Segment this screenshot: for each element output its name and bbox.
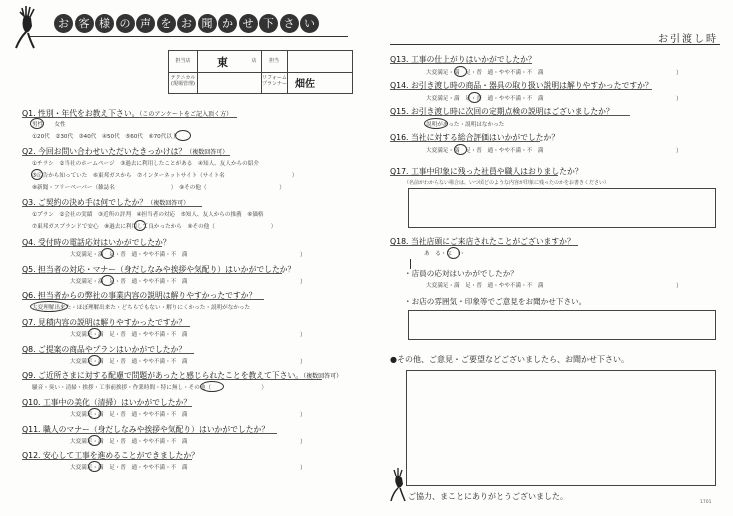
right-title: お引渡し時 — [658, 34, 718, 45]
q2-line1: ①チラシ ②当社のホームページ ③過去に利用したことがある ④知人、友人からの紹介 — [32, 161, 259, 167]
q8-scale: 大変満足・満 足・普 通・やや不満・不 満 — [70, 359, 188, 365]
q17-title: Q17. 工事中印象に残った社員や職人はおりましたか？ — [390, 167, 583, 176]
q7-scale: 大変満足・満 足・普 通・やや不満・不 満 — [70, 332, 188, 338]
q18-title: Q18. 当社店頭にご来店されたことがございますか？ — [390, 237, 575, 246]
q14-scale: 大変満足・満 足・普 通・やや不満・不 満 — [426, 96, 544, 102]
tanto-label: 担当 — [268, 58, 279, 64]
q14-title: Q14. お引き渡し時の商品・器具の取り扱い説明は解りやすかったですか？ — [390, 81, 653, 90]
q2-title: Q2. 今回お問い合わせいただいたきっかけは？（複数回答可） — [22, 147, 229, 156]
paren-end: ） — [300, 439, 307, 446]
paren-end: ） — [300, 465, 307, 472]
answer-circle — [468, 92, 481, 103]
answer-circle — [31, 169, 43, 180]
title-char: の — [116, 14, 135, 33]
paren-end: ） — [300, 252, 307, 259]
q12-scale: 大変満足・満 足・普 通・やや不満・不 満 — [70, 465, 188, 471]
form-code: 1701 — [700, 500, 712, 505]
title-underline — [30, 36, 348, 37]
q6-options: 大変理解出来た・ほぼ理解出来た・どちらでもない・解りにくかった・説明がなかった — [32, 305, 251, 311]
answer-circle — [447, 247, 460, 259]
q7-underline — [22, 326, 190, 327]
answer-circle — [30, 301, 68, 312]
thanks-message: ご協力、まことにありがとうございました。 — [408, 492, 568, 501]
other-comments-title: ●その他、ご意見・ご要望などございましたら、お聞かせ下さい。 — [390, 355, 629, 364]
q3-line1: ①プラン ②会社の実績 ③近所の評判 ④担当者の対応 ⑤知人、友人からの推薦 ⑥価格 — [32, 212, 264, 218]
q13-title: Q13. 工事の仕上がりはいかがでしたか？ — [390, 55, 536, 64]
answer-circle — [200, 381, 224, 392]
other-comments-box — [406, 370, 716, 486]
q13-underline — [390, 63, 532, 64]
q2-underline — [22, 155, 230, 156]
q4-title: Q4. 受付時の電話応対はいかがでしたか？ — [22, 238, 171, 247]
answer-circle — [88, 328, 101, 339]
paren-end: ） — [676, 70, 683, 77]
answer-circle — [88, 355, 101, 366]
q17-note: （名前がわからない場合は、いつ頃どのような内容が印象に残ったのかをお書きください） — [404, 180, 610, 186]
title-char: せ — [239, 14, 258, 33]
q5-scale: 大変満足・満 足・普 通・やや不満・不 満 — [70, 279, 188, 285]
reform-label: リフォーム プランナー — [262, 75, 288, 87]
q7-title: Q7. 見積内容の説明は解りやすかったですか？ — [22, 318, 187, 327]
q11-scale: 大変満足・満 足・普 通・やや不満・不 満 — [70, 439, 188, 445]
paren-end: ） — [676, 148, 683, 155]
q9-underline — [22, 379, 322, 380]
staff-table — [168, 50, 353, 94]
q15-title: Q15. お引き渡し時に次回の定期点検の説明はございましたか？ — [390, 107, 614, 116]
q9-title: Q9. ご近所さまに対する配慮で問題があったと感じられたことを教えて下さい。（複数回答可） — [22, 371, 343, 380]
q18-underline — [390, 245, 578, 246]
q16-scale: 大変満足・満 足・普 通・やや不満・不 満 — [426, 148, 544, 154]
answer-circle — [30, 118, 44, 129]
q18-options: あ る・な い — [424, 251, 464, 257]
paren-end: ） — [676, 283, 683, 290]
answer-circle — [424, 118, 448, 129]
title-char: さ — [280, 14, 299, 33]
q3-underline — [22, 206, 202, 207]
q10-scale: 大変満足・満 足・普 通・やや不満・不 満 — [70, 412, 188, 418]
answer-circle — [88, 435, 101, 446]
title-char: い — [300, 14, 319, 33]
title-char: 下 — [259, 14, 278, 33]
deer-logo-icon — [4, 2, 52, 50]
paren-end: ） — [300, 359, 307, 366]
answer-circle — [454, 144, 467, 155]
q12-title: Q12. 安心して工事を進めることができましたか？ — [22, 451, 199, 460]
q4-scale: 大変満足・満 足・普 通・やや不満・不 満 — [70, 252, 188, 258]
answer-circle — [175, 130, 191, 141]
q8-underline — [22, 353, 194, 354]
q1-gender: 男性 女性 — [32, 122, 66, 128]
q8-title: Q8. ご提案の商品やプランはいかがでしたか？ — [22, 345, 187, 354]
q1-underline — [22, 117, 237, 118]
answer-circle — [454, 66, 467, 77]
q3-line2: ⑦東邦ガスブランドで安心 ⑧過去に利用して良かったから ⑨その他（ ） — [32, 224, 277, 230]
answer-circle — [101, 275, 114, 286]
title-char: 様 — [95, 14, 114, 33]
technical-label: テクニカル (現場管理) — [170, 75, 196, 87]
q16-underline — [390, 141, 540, 142]
shop-service-question: ・店員の応対はいかがでしたか？ — [404, 269, 518, 278]
q4-underline — [22, 246, 162, 247]
shop-service-scale: 大変満足・満 足・普 通・やや不満・不 満 — [426, 283, 544, 289]
q15-underline — [390, 115, 630, 116]
paren-end: ） — [300, 412, 307, 419]
q10-underline — [22, 406, 192, 407]
q16-title: Q16. 当社に対する総合評価はいかがでしたか？ — [390, 133, 560, 142]
q11-underline — [22, 433, 277, 434]
q11-title: Q11. 職人のマナー（身だしなみや挨拶や気配り）はいかがでしたか？ — [22, 425, 270, 434]
tanto-store-label: 担当店 — [175, 58, 191, 64]
q1-title: Q1. 性別・年代をお教え下さい。（このアンケートをご記入頂く方） — [22, 109, 233, 118]
store-suffix: 店 — [251, 58, 257, 64]
paren-end: ） — [300, 279, 307, 286]
title-banner — [54, 14, 319, 34]
q1-ages: ①20代 ②30代 ③40代 ④50代 ⑤60代 ⑥70代以上 — [32, 134, 178, 140]
q9-options: 騒音・臭い・清掃・挨拶・工事前挨拶・作業時間・特に無し・その他（ ） — [32, 385, 267, 391]
q5-title: Q5. 担当者の対応・マナー（身だしなみや挨拶や気配り）はいかがでしたか？ — [22, 265, 296, 274]
shop-atmosphere-question: ・お店の雰囲気・印象等でご意見をお聞かせ下さい。 — [404, 297, 587, 306]
q15-options: 説明があった・説明はなかった — [426, 122, 505, 128]
q14-underline — [390, 89, 652, 90]
right-title-line — [390, 44, 720, 45]
answer-circle — [134, 220, 146, 231]
q2-line2: ⑤広告から知っていた ⑥東邦ガスから ⑦インターネットサイト（サイト名 ） — [32, 173, 298, 179]
shop-atmosphere-box — [408, 310, 716, 340]
q3-title: Q3. ご契約の決め手は何でしたか？（複数回答可） — [22, 198, 190, 207]
answer-circle — [88, 408, 101, 419]
title-char: を — [157, 14, 176, 33]
answer-circle — [101, 248, 114, 259]
paren-end: ） — [676, 96, 683, 103]
title-char: お — [54, 14, 73, 33]
store-handwritten: 東 — [217, 56, 228, 69]
q17-answer-box — [408, 188, 716, 228]
q6-underline — [22, 299, 264, 300]
title-char: 客 — [75, 14, 94, 33]
q5-underline — [22, 273, 282, 274]
title-char: 聞 — [198, 14, 217, 33]
answer-circle — [88, 461, 101, 472]
q17-underline — [390, 175, 558, 176]
q2-line3: ⑧新聞・フリーペーパー（雑誌名 ） ⑨その他（ ） — [32, 185, 285, 191]
q12-underline — [22, 459, 192, 460]
q13-scale: 大変満足・満 足・普 通・やや不満・不 満 — [426, 70, 544, 76]
q10-title: Q10. 工事中の美化（清掃）はいかがでしたか？ — [22, 398, 192, 407]
paren-end: ） — [300, 332, 307, 339]
title-char: 声 — [136, 14, 155, 33]
title-char: お — [177, 14, 196, 33]
q6-title: Q6. 担当者からの弊社の事業内容の説明は解りやすかったですか？ — [22, 291, 257, 300]
person-handwritten: 畑佐 — [295, 79, 315, 90]
title-char: か — [218, 14, 237, 33]
